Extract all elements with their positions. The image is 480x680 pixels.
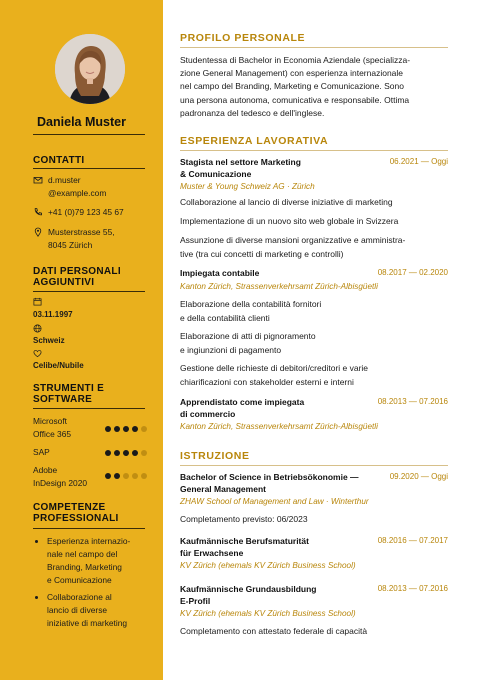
tool-level-dots bbox=[105, 450, 147, 456]
job-organization: Muster & Young Schweiz AG · Zürich bbox=[180, 182, 315, 191]
job-date: 06.2021 — Oggi bbox=[389, 157, 448, 166]
education-title bbox=[180, 472, 365, 495]
profile-line: nel campo del Branding, Marketing e Comunicazione. Sono bbox=[180, 81, 404, 92]
email-line-2: @example.com bbox=[48, 188, 107, 198]
globe-icon bbox=[33, 324, 42, 333]
education-heading: ISTRUZIONE bbox=[180, 450, 250, 462]
education-institution: ZHAW School of Management and Law · Winterthur bbox=[180, 497, 369, 506]
job-title-line: Stagista nel settore Marketing bbox=[180, 157, 301, 167]
nationality-row bbox=[33, 324, 145, 345]
tool-name-line-1: SAP bbox=[33, 447, 50, 457]
level-dot-empty bbox=[141, 426, 147, 432]
mail-icon bbox=[33, 175, 43, 185]
nationality-value: Schweiz bbox=[33, 336, 65, 345]
tool-level-dots bbox=[105, 473, 147, 479]
skill-line: e Comunicazione bbox=[47, 575, 112, 585]
skills-heading-line-2: PROFESSIONALI bbox=[33, 513, 119, 524]
job-task: e della contabilità clienti bbox=[180, 312, 270, 323]
education-entry bbox=[180, 584, 448, 638]
job-task: tive (tra cui concetti di marketing e controlli) bbox=[180, 249, 344, 259]
sidebar bbox=[0, 0, 163, 680]
profile-line: Studentessa di Bachelor in Economia Aziendale (specializza- bbox=[180, 55, 411, 65]
address-line-1: Musterstrasse 55, bbox=[48, 227, 115, 237]
contact-email[interactable] bbox=[33, 174, 145, 202]
personal-data-heading-line-2: AGGIUNTIVI bbox=[33, 277, 95, 288]
location-pin-icon bbox=[33, 227, 43, 237]
birthdate-value: 03.11.1997 bbox=[33, 310, 73, 319]
education-divider bbox=[180, 465, 448, 466]
experience-divider bbox=[180, 150, 448, 151]
skills-heading bbox=[33, 502, 145, 524]
level-dot-filled bbox=[132, 450, 138, 456]
level-dot-filled bbox=[105, 450, 111, 456]
contact-address bbox=[33, 226, 145, 254]
job-title-line: Apprendistato come impiegata bbox=[180, 397, 305, 407]
education-institution: KV Zürich (ehemals KV Zürich Business School) bbox=[180, 609, 356, 618]
job-date: 08.2017 — 02.2020 bbox=[377, 268, 448, 277]
marital-status-value: Celibe/Nubile bbox=[33, 361, 84, 370]
education-note: Completamento con attestato federale di capacità bbox=[180, 626, 368, 636]
name-divider bbox=[33, 134, 145, 135]
education-entry bbox=[180, 472, 448, 526]
job-task: chiarificazioni con stakeholder esterni e interni bbox=[180, 376, 354, 387]
education-title-line: Kaufmännische Grundausbildung bbox=[180, 584, 317, 594]
job-organization: Kanton Zürich, Strassenverkehrsamt Zürich-Albisgüetli bbox=[180, 422, 378, 431]
level-dot-filled bbox=[114, 426, 120, 432]
skills-divider bbox=[33, 528, 145, 529]
job-task: Collaborazione al lancio di diverse iniziative di marketing bbox=[180, 197, 393, 207]
tools-heading-line-2: SOFTWARE bbox=[33, 394, 93, 405]
skills-list bbox=[33, 535, 149, 634]
education-title-line: für Erwachsene bbox=[180, 547, 244, 558]
job-title bbox=[180, 157, 365, 180]
main-content bbox=[163, 0, 480, 680]
tool-level-dots bbox=[105, 426, 147, 432]
profile-summary bbox=[180, 54, 450, 120]
address-line-2: 8045 Zürich bbox=[48, 240, 93, 250]
level-dot-empty bbox=[123, 473, 129, 479]
level-dot-empty bbox=[132, 473, 138, 479]
level-dot-filled bbox=[123, 450, 129, 456]
profile-line: una persona autonoma, comunicativa e responsabile. Ottima bbox=[180, 94, 410, 105]
education-title-line: E-Profil bbox=[180, 595, 211, 606]
marital-status-row bbox=[33, 349, 145, 370]
job-date: 08.2013 — 07.2016 bbox=[377, 397, 448, 406]
profile-photo bbox=[55, 34, 125, 104]
contacts-heading: CONTATTI bbox=[33, 155, 85, 166]
education-institution: KV Zürich (ehemals KV Zürich Business School) bbox=[180, 561, 356, 570]
education-title-line: Bachelor of Science in Betriebsökonomie — bbox=[180, 472, 359, 482]
skills-heading-line-1: COMPETENZE bbox=[33, 502, 106, 513]
personal-data-heading-line-1: DATI PERSONALI bbox=[33, 266, 121, 277]
skill-line: Collaborazione al bbox=[47, 592, 112, 602]
education-title bbox=[180, 536, 365, 559]
calendar-icon bbox=[33, 297, 42, 306]
job-task: Implementazione di un nuovo sito web globale in Svizzera bbox=[180, 216, 399, 226]
level-dot-filled bbox=[114, 450, 120, 456]
education-title-line: Kaufmännische Berufsmaturität bbox=[180, 536, 309, 546]
level-dot-filled bbox=[105, 473, 111, 479]
job-title bbox=[180, 397, 365, 420]
heart-icon bbox=[33, 349, 42, 358]
tool-name-line-2: InDesign 2020 bbox=[33, 478, 88, 488]
personal-data-divider bbox=[33, 291, 145, 292]
job-task: e ingiunzioni di pagamento bbox=[180, 344, 282, 355]
tools-heading-line-1: STRUMENTI E bbox=[33, 383, 105, 394]
education-title-line: General Management bbox=[180, 483, 266, 494]
profile-line: zione General Management) con esperienza internazionale bbox=[180, 68, 404, 79]
skill-line: lancio di diverse bbox=[47, 605, 108, 615]
tools-divider bbox=[33, 408, 145, 409]
job-title-line: & Comunicazione bbox=[180, 168, 252, 179]
job-title-line: di commercio bbox=[180, 408, 236, 419]
education-date: 08.2016 — 07.2017 bbox=[377, 536, 448, 545]
job-title bbox=[180, 268, 365, 280]
experience-heading: ESPERIENZA LAVORATIVA bbox=[180, 135, 329, 147]
person-name: Daniela Muster bbox=[37, 115, 126, 129]
list-item bbox=[33, 591, 149, 630]
level-dot-filled bbox=[105, 426, 111, 432]
level-dot-filled bbox=[132, 426, 138, 432]
contact-phone[interactable] bbox=[33, 206, 145, 220]
job-title-line: Impiegata contabile bbox=[180, 268, 260, 278]
education-note: Completamento previsto: 06/2023 bbox=[180, 514, 308, 524]
tool-item bbox=[33, 464, 145, 490]
job-organization: Kanton Zürich, Strassenverkehrsamt Zürich-Albisgüetli bbox=[180, 281, 378, 291]
education-title bbox=[180, 584, 365, 607]
tools-heading bbox=[33, 383, 145, 405]
birthdate-row bbox=[33, 297, 145, 319]
job-entry bbox=[180, 157, 448, 261]
job-entry bbox=[180, 268, 448, 389]
education-date: 09.2020 — Oggi bbox=[389, 472, 448, 481]
level-dot-empty bbox=[141, 473, 147, 479]
job-task: Elaborazione di atti di pignoramento bbox=[180, 330, 316, 341]
job-entry bbox=[180, 397, 448, 433]
job-task: Elaborazione della contabilità fornitori bbox=[180, 298, 322, 309]
tool-name-line-1: Microsoft bbox=[33, 416, 67, 426]
phone-number: +41 (0)79 123 45 67 bbox=[48, 207, 124, 217]
skill-line: Esperienza internazio- bbox=[47, 536, 131, 546]
level-dot-filled bbox=[114, 473, 120, 479]
level-dot-empty bbox=[141, 450, 147, 456]
profile-line: padronanza del tedesco e dell'inglese. bbox=[180, 107, 325, 118]
job-task: Gestione delle richieste di debitori/creditori e varie bbox=[180, 362, 369, 373]
level-dot-filled bbox=[123, 426, 129, 432]
profile-heading: PROFILO PERSONALE bbox=[180, 32, 306, 44]
skill-line: iniziative di marketing bbox=[47, 618, 128, 628]
list-item bbox=[33, 535, 149, 587]
profile-divider bbox=[180, 47, 448, 48]
tool-name-line-1: Adobe bbox=[33, 465, 58, 475]
skill-line: nale nel campo del bbox=[47, 549, 118, 559]
education-date: 08.2013 — 07.2016 bbox=[377, 584, 448, 593]
skill-line: Branding, Marketing bbox=[47, 562, 122, 572]
contacts-divider bbox=[33, 168, 145, 169]
job-task: Assunzione di diverse mansioni organizzative e amministra- bbox=[180, 235, 406, 245]
tool-item bbox=[33, 415, 145, 441]
tool-name-line-2: Office 365 bbox=[33, 429, 72, 439]
personal-data-heading bbox=[33, 266, 145, 288]
education-entry bbox=[180, 536, 448, 572]
email-line-1: d.muster bbox=[48, 175, 81, 185]
phone-icon bbox=[33, 207, 43, 217]
